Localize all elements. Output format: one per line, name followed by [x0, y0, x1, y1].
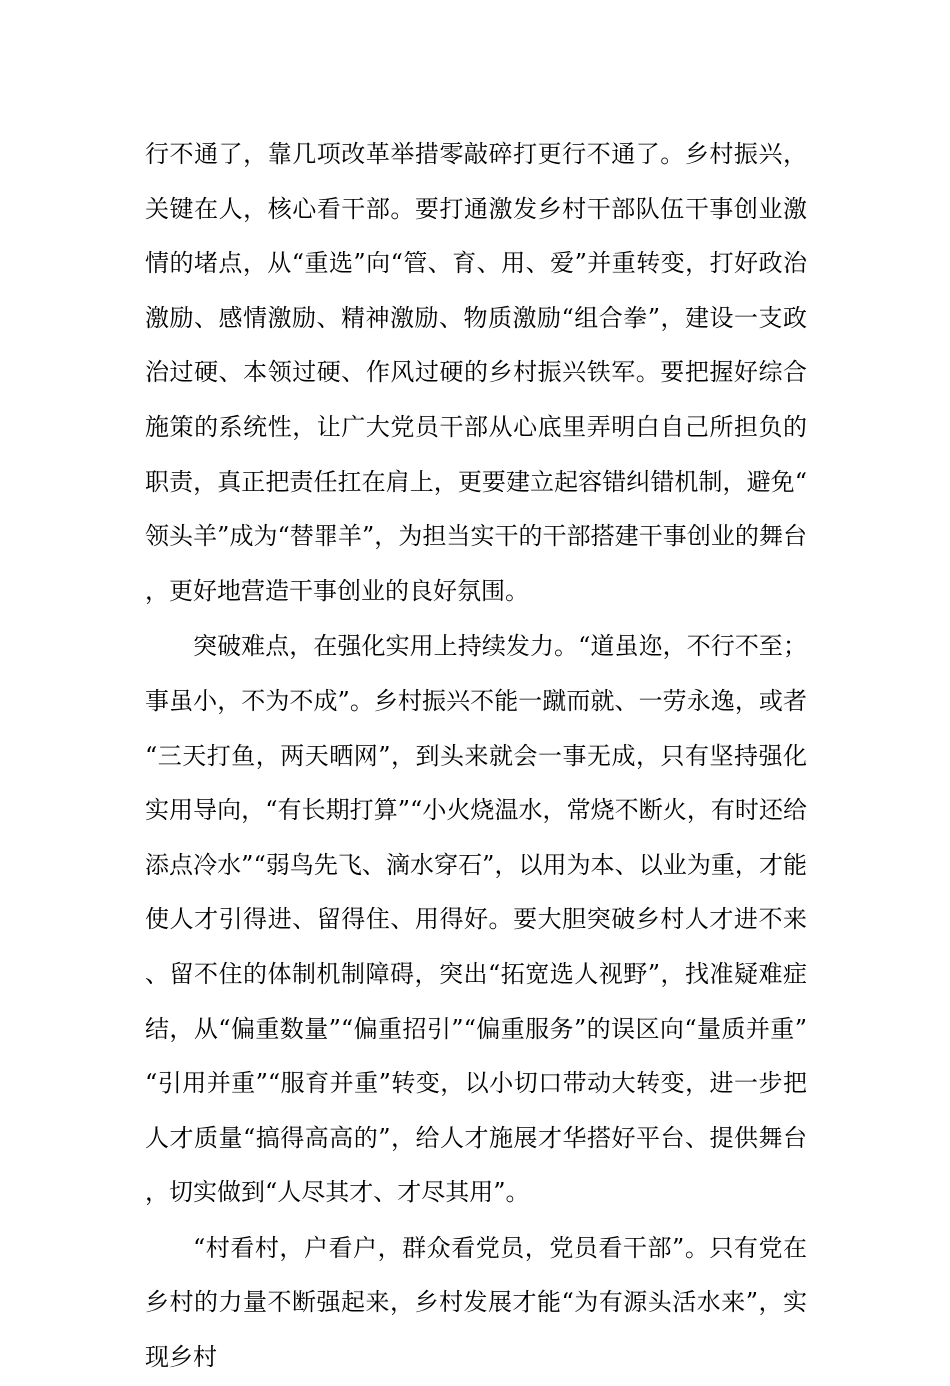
paragraph-3: “村看村，户看户，群众看党员，党员看干部”。只有党在乡村的力量不断强起来，乡村发展才能“为有源头活水来”，实现乡村 [145, 1233, 807, 1372]
document-body [145, 127, 807, 1386]
paragraph-2: 突破难点，在强化实用上持续发力。“道虽迩，不行不至；事虽小，不为不成”。乡村振兴不能一蹴而就、一劳永逸，或者“三天打鱼，两天晒网”，到头来就会一事无成，只有坚持强化实用导向，“有长期打算”“小火烧温水，常烧不断火，有时还给添点冷水”“弱鸟先飞、滴水穿石”，以用为本、以业为重，才能使人才引得进、留得住、用得好。要大胆突破乡村人才进不来、留不住的体制机制障碍，突出“拓宽选人视野”，找准疑难症结，从“偏重数量”“偏重招引”“偏重服务”的误区向“量质并重”“引用并重”“服育并重”转变，以小切口带动大转变，进一步把人才质量“搞得高高的”，给人才施展才华搭好平台、提供舞台，切实做到“人尽其才、才尽其用”。 [145, 632, 807, 1207]
paragraph-1: 行不通了，靠几项改革举措零敲碎打更行不通了。乡村振兴，关键在人，核心看干部。要打通激发乡村干部队伍干事创业激情的堵点，从“重选”向“管、育、用、爱”并重转变，打好政治激励、感情激励、精神激励、物质激励“组合拳”，建设一支政治过硬、本领过硬、作风过硬的乡村振兴铁军。要把握好综合施策的系统性，让广大党员干部从心底里弄明白自己所担负的职责，真正把责任扛在肩上，更要建立起容错纠错机制，避免“领头羊”成为“替罪羊”，为担当实干的干部搭建干事创业的舞台，更好地营造干事创业的良好氛围。 [145, 140, 807, 605]
